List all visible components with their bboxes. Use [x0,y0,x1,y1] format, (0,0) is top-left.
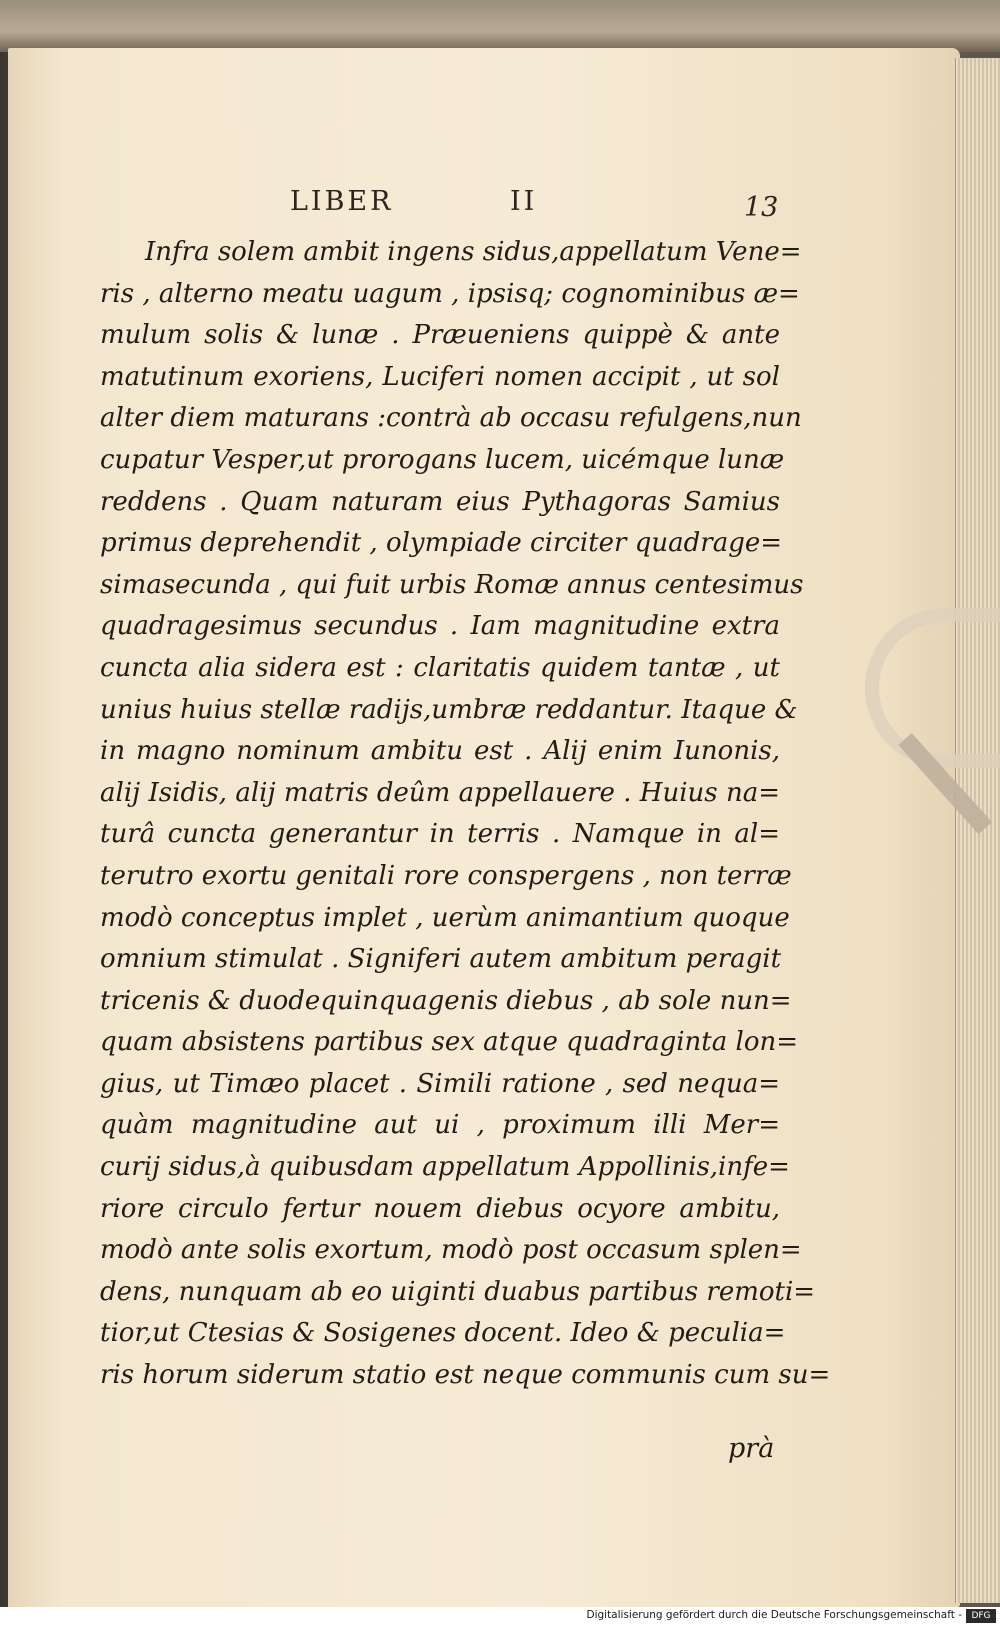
text-line: terutro exortu genitali rore conspergens , non terræ [100,860,792,891]
text-line: matutinum exoriens, Luciferi nomen accipit , ut sol [100,361,780,392]
running-head-title: LIBER [290,186,394,217]
text-line: ris horum siderum statio est neque communis cum su= [100,1360,831,1391]
dfg-badge: DFG [966,1609,996,1623]
text-line: turâ cuncta generantur in terris . Namque in al= [100,819,780,850]
text-line: unius huius stellæ radijs,umbræ reddantur. Itaque & [100,694,798,725]
footer-credit: Digitalisierung gefördert durch die Deutsche Forschungsgemeinschaft - [586,1609,962,1621]
text-line: omnium stimulat . Signiferi autem ambitum peragit [100,944,782,975]
text-line: gius, ut Timæo placet . Simili ratione , sed nequa= [100,1068,780,1099]
text-line: cupatur Vesper,ut prorogans lucem, uicémque lunæ [100,444,785,475]
text-line: curij sidus,à quibusdam appellatum Appollinis,infe= [100,1152,790,1183]
text-line: in magno nominum ambitu est . Alij enim Iunonis, [100,736,780,767]
text-line: alter diem maturans :contrà ab occasu refulgens,nun [100,403,802,434]
text-line: quadragesimus secundus . Iam magnitudine extra [100,611,780,642]
text-line: quàm magnitudine aut ui , proximum illi Mer= [100,1110,780,1141]
text-line: alij Isidis, alij matris deûm appellauere . Huius na= [100,777,780,808]
text-line: cuncta alia sidera est : claritatis quidem tantæ , ut [100,652,780,683]
text-line: primus deprehendit , olympiade circiter quadrage= [100,528,783,559]
text-line: Infra solem ambit ingens sidus,appellatum Vene= [145,237,802,267]
catchword: prà [728,1433,775,1464]
text-line: ris , alterno meatu uagum , ipsisq; cognominibus æ= [100,278,800,309]
page-number: 13 [744,192,779,223]
text-line: modò conceptus implet , uerùm animantium quoque [100,902,790,933]
body-text [100,232,831,1397]
text-line: tricenis & duodequinquagenis diebus , ab sole nun= [100,985,792,1016]
text-line: tior,ut Ctesias & Sosigenes docent. Ideo & peculia= [100,1318,786,1349]
book-top-edge [0,0,1000,52]
text-line: dens, nunquam ab eo uiginti duabus partibus remoti= [100,1276,816,1307]
text-line: simasecunda , qui fuit urbis Romæ annus centesimus [100,569,804,600]
text-line: reddens . Quam naturam eius Pythagoras Samius [100,486,780,517]
text-line: mulum solis & lunæ . Præueniens quippè & ante [100,320,780,351]
running-head [290,186,750,226]
text-line: quam absistens partibus sex atque quadraginta lon= [100,1027,799,1058]
text-line: modò ante solis exortum, modò post occasum splen= [100,1235,802,1266]
running-head-book-number: II [510,186,538,217]
text-line: riore circulo fertur nouem diebus ocyore ambitu, [100,1193,780,1224]
